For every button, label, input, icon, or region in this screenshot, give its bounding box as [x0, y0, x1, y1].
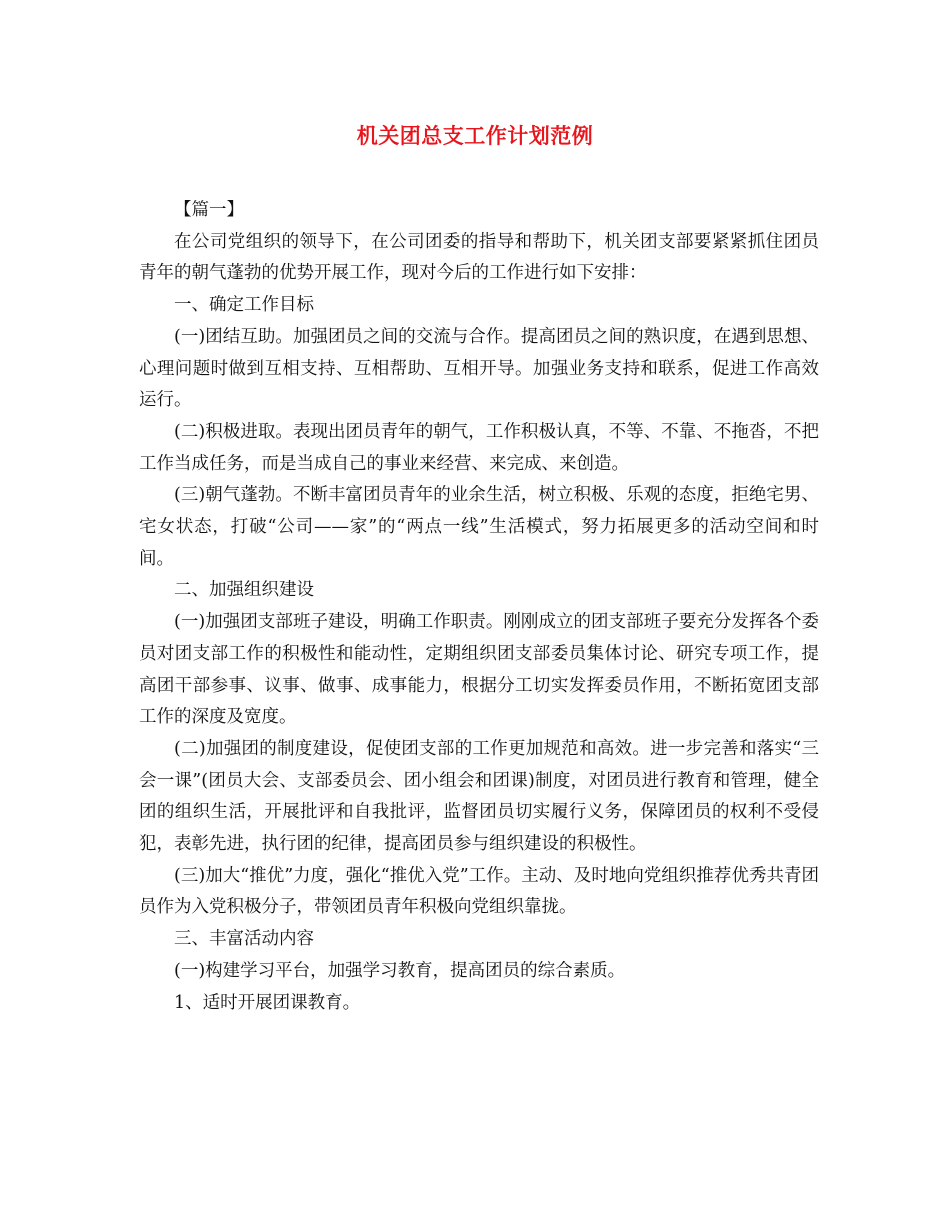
section-label-part-one: 【篇一】 — [174, 200, 244, 220]
goal-paragraph-vigor: (三)朝气蓬勃。不断丰富团员青年的业余生活，树立积极、乐观的态度，拒绝宅男、宅女状态，打破“公司——家”的“两点一线”生活模式，努力拓展更多的活动空间和时间。 — [139, 485, 819, 569]
document-title: 机关团总支工作计划范例 — [356, 123, 594, 148]
section-heading-organization: 二、加强组织建设 — [174, 580, 314, 601]
goal-paragraph-progress: (二)积极进取。表现出团员青年的朝气，工作积极认真，不等、不靠、不拖沓，不把工作当成任务，而是当成自己的事业来经营、来完成、来创造。 — [139, 421, 819, 474]
activities-item-lessons: 1、适时开展团课教育。 — [174, 992, 361, 1013]
goal-paragraph-unity: (一)团结互助。加强团员之间的交流与合作。提高团员之间的熟识度，在遇到思想、心理问题时做到互相支持、互相帮助、互相开导。加强业务支持和联系，促进工作高效运行。 — [139, 326, 819, 411]
activities-paragraph-learning: (一)构建学习平台，加强学习教育，提高团员的综合素质。 — [174, 960, 626, 981]
organization-paragraph-system: (二)加强团的制度建设，促使团支部的工作更加规范和高效。进一步完善和落实“三会一课”(团员大会、支部委员会、团小组会和团课)制度，对团员进行教育和管理，健全团的组织生活，开展批评和自我批评，监督团员切实履行义务，保障团员的权利不受侵犯，表彰先进，执行团的纪律，提高团员参与组织建设的积极性。 — [139, 738, 819, 855]
document-body — [139, 195, 819, 1019]
section-heading-activities: 三、丰富活动内容 — [174, 929, 314, 950]
intro-paragraph: 在公司党组织的领导下，在公司团委的指导和帮助下，机关团支部要紧紧抓住团员青年的朝气蓬勃的优势开展工作，现对今后的工作进行如下安排： — [139, 231, 819, 284]
section-heading-goals: 一、确定工作目标 — [174, 295, 314, 316]
organization-paragraph-team: (一)加强团支部班子建设，明确工作职责。刚刚成立的团支部班子要充分发挥各个委员对团支部工作的积极性和能动性，定期组织团支部委员集体讨论、研究专项工作，提高团干部参事、议事、做事、成事能力，根据分工切实发挥委员作用，不断拓宽团支部工作的深度及宽度。 — [139, 612, 819, 728]
organization-paragraph-recommend: (三)加大“推优”力度，强化“推优入党”工作。主动、及时地向党组织推荐优秀共青团员作为入党积极分子，带领团员青年积极向党组织靠拢。 — [139, 865, 819, 918]
